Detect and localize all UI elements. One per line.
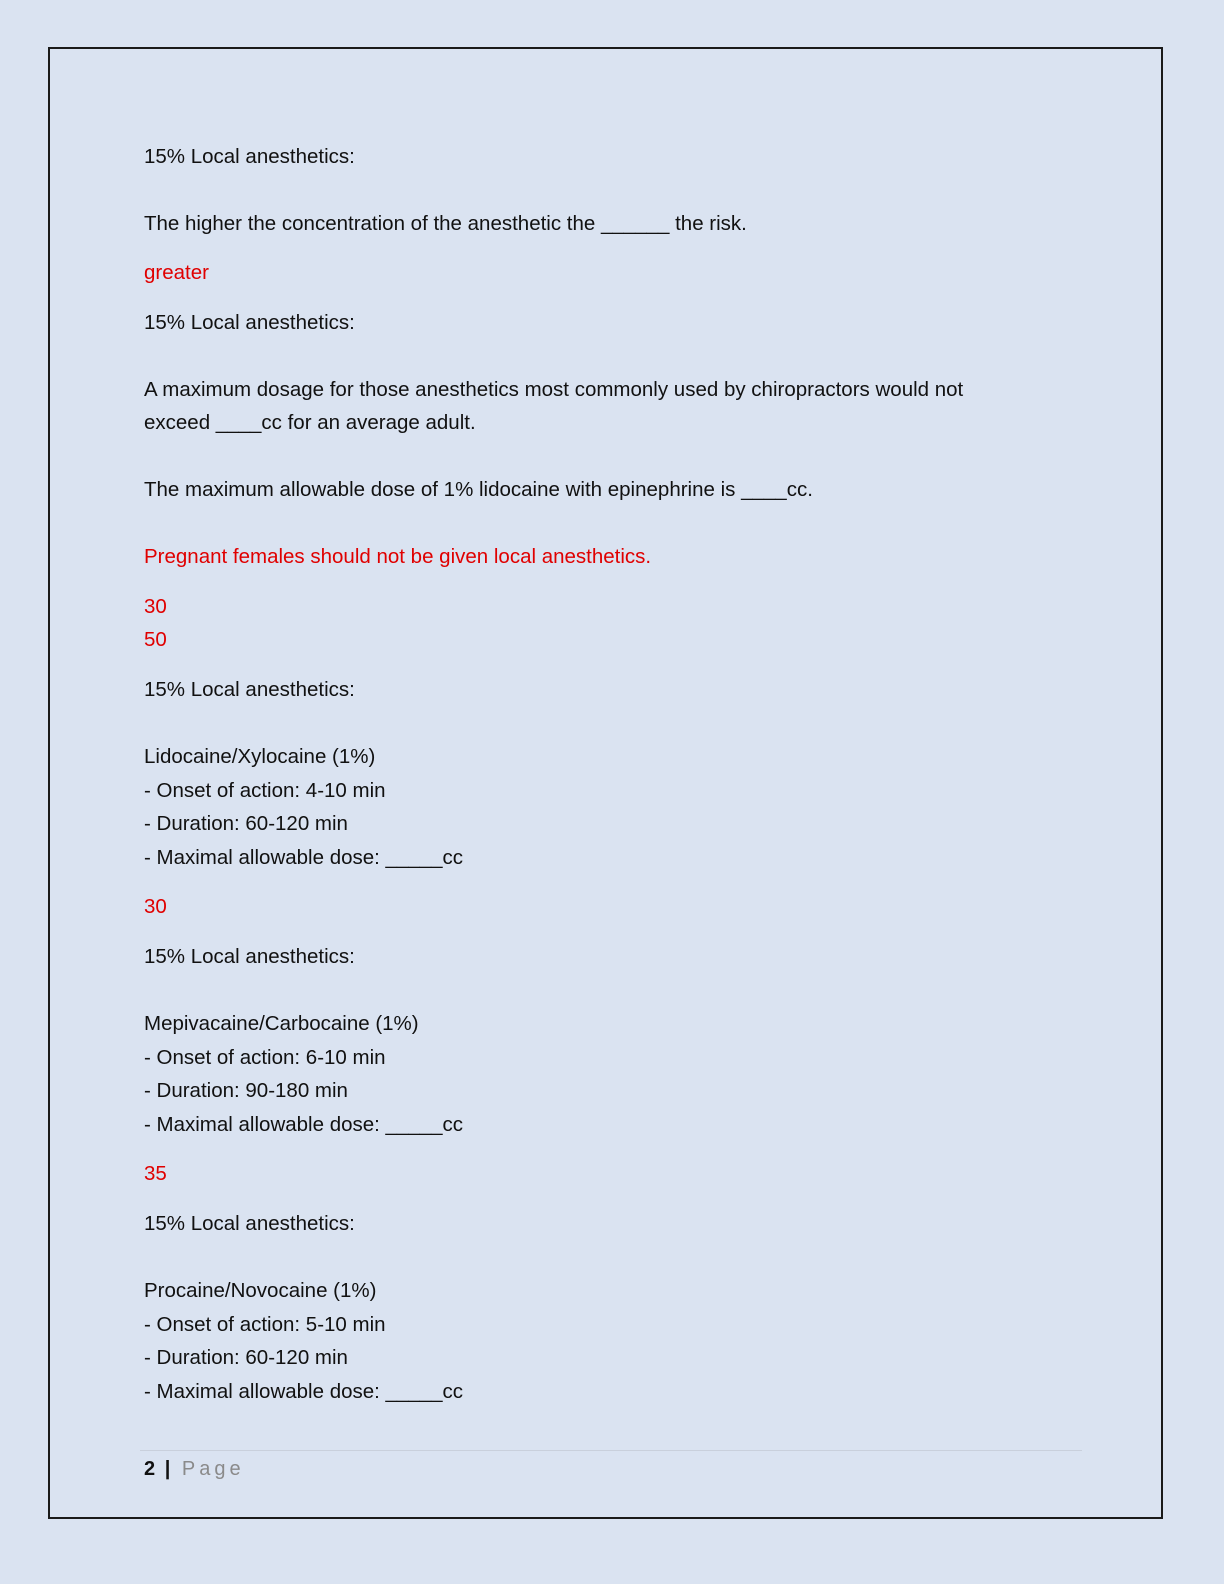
drug-name: Procaine/Novocaine (1%) xyxy=(144,1279,377,1302)
drug-max-dose: - Maximal allowable dose: _____cc xyxy=(144,1380,464,1403)
section-heading: 15% Local anesthetics: xyxy=(144,311,355,334)
drug-max-dose: - Maximal allowable dose: _____cc xyxy=(144,1113,464,1136)
answer-text: greater xyxy=(144,261,209,284)
page-number: 2 xyxy=(144,1458,156,1480)
section-heading: 15% Local anesthetics: xyxy=(144,945,355,968)
answer-text: Pregnant females should not be given local anesthetics. xyxy=(144,545,652,568)
page-label: Page xyxy=(181,1458,245,1480)
page-footer xyxy=(144,1456,245,1482)
section-heading: 15% Local anesthetics: xyxy=(144,145,355,168)
footer-divider xyxy=(140,1450,1082,1451)
answer-text: 30 xyxy=(144,895,167,918)
drug-name: Mepivacaine/Carbocaine (1%) xyxy=(144,1012,419,1035)
drug-name: Lidocaine/Xylocaine (1%) xyxy=(144,745,376,768)
answer-text: 30 xyxy=(144,595,167,618)
drug-duration: - Duration: 60-120 min xyxy=(144,1346,348,1369)
question-text: The maximum allowable dose of 1% lidocaine with epinephrine is ____cc. xyxy=(144,478,813,501)
drug-duration: - Duration: 90-180 min xyxy=(144,1079,348,1102)
drug-duration: - Duration: 60-120 min xyxy=(144,812,348,835)
answer-text: 50 xyxy=(144,628,167,651)
drug-max-dose: - Maximal allowable dose: _____cc xyxy=(144,846,464,869)
question-text: The higher the concentration of the anesthetic the ______ the risk. xyxy=(144,212,747,235)
section-heading: 15% Local anesthetics: xyxy=(144,1212,355,1235)
question-text: exceed ____cc for an average adult. xyxy=(144,411,476,434)
footer-separator: | xyxy=(164,1458,171,1480)
section-heading: 15% Local anesthetics: xyxy=(144,678,355,701)
question-text: A maximum dosage for those anesthetics most commonly used by chiropractors would not xyxy=(144,378,964,401)
drug-onset: - Onset of action: 5-10 min xyxy=(144,1313,386,1336)
drug-onset: - Onset of action: 6-10 min xyxy=(144,1046,386,1069)
drug-onset: - Onset of action: 4-10 min xyxy=(144,779,386,802)
answer-text: 35 xyxy=(144,1162,167,1185)
